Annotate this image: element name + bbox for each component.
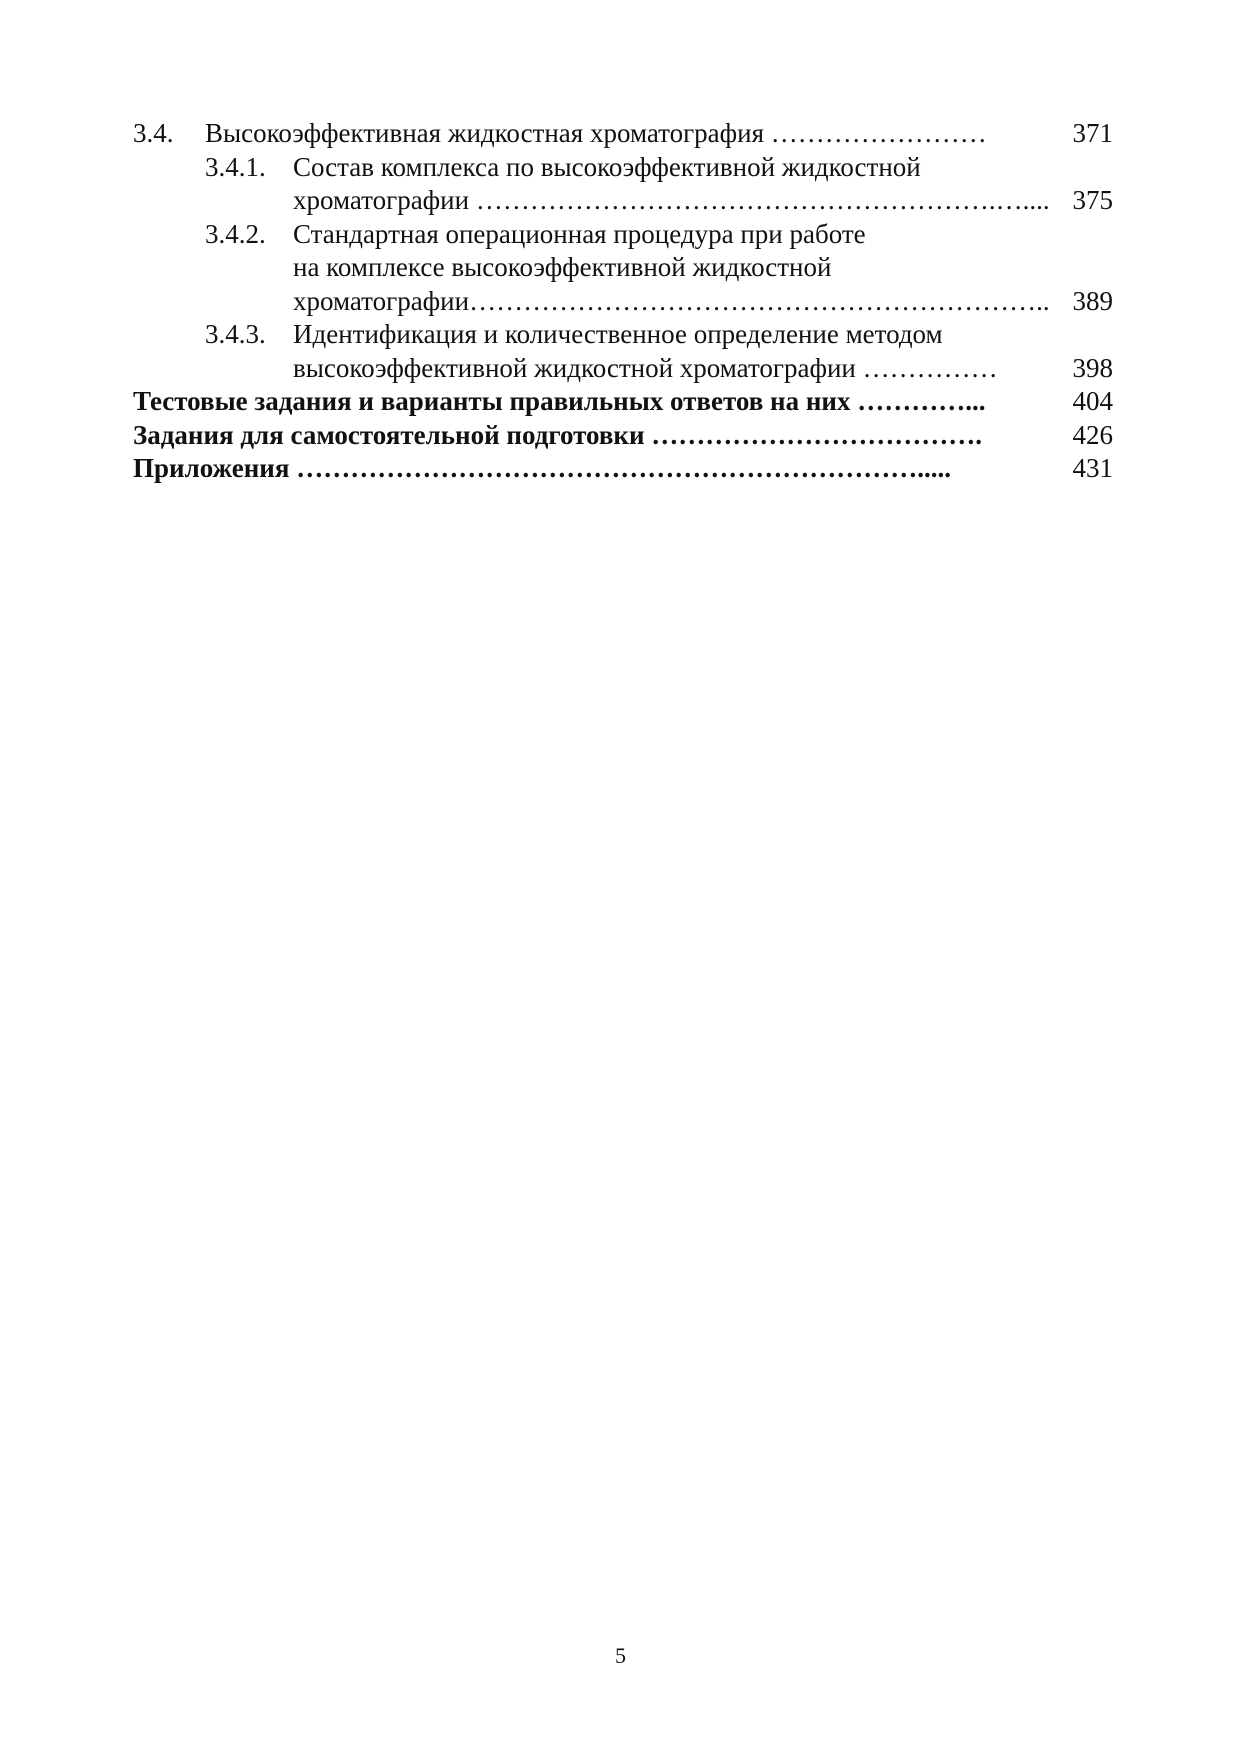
toc-entry-title: Состав комплекса по высокоэффективной жидкостной <box>293 151 921 182</box>
toc-entry-title: высокоэффективной жидкостной хроматографии …………… <box>293 352 998 383</box>
toc-line <box>133 117 1113 151</box>
toc-line <box>133 419 1113 453</box>
toc-entry-number: 3.4.2. <box>205 218 266 249</box>
toc-entry-title: на комплексе высокоэффективной жидкостной <box>293 252 832 282</box>
toc-entry-page: 404 <box>1072 386 1113 416</box>
toc-line <box>133 352 1113 386</box>
toc-entry-page: 431 <box>1072 453 1113 483</box>
toc-entry-page: 426 <box>1072 419 1113 450</box>
toc-entry-title: хроматографии……………………………………………………….. <box>293 285 1050 316</box>
toc-entry-title: Стандартная операционная процедура при работе <box>293 218 866 249</box>
toc-entry-title: Задания для самостоятельной подготовки ………………………………. <box>133 419 983 450</box>
toc-entry <box>133 117 1113 151</box>
toc-entry-title: Идентификация и количественное определение методом <box>293 319 943 349</box>
toc-entry-page: 398 <box>1072 352 1113 383</box>
toc-entry <box>133 452 1113 486</box>
toc-entry <box>133 419 1113 453</box>
table-of-contents <box>133 117 1113 486</box>
toc-line <box>133 184 1113 218</box>
toc-entry-title: Приложения ……………………………………………………………..... <box>133 453 951 483</box>
toc-line <box>133 151 1113 185</box>
toc-line <box>133 318 1113 352</box>
toc-entry-number: 3.4.1. <box>205 151 266 182</box>
toc-entry-page: 389 <box>1072 285 1113 316</box>
toc-line <box>133 285 1113 319</box>
toc-line <box>133 452 1113 486</box>
toc-entry <box>133 318 1113 385</box>
page-number: 5 <box>615 1643 626 1668</box>
toc-entry-page: 371 <box>1072 118 1113 148</box>
toc-entry-number: 3.4.3. <box>205 319 266 349</box>
toc-entry-title: хроматографии ………………………………………………….….... <box>293 185 1050 215</box>
toc-line <box>133 251 1113 285</box>
toc-line <box>133 385 1113 419</box>
toc-entry <box>133 385 1113 419</box>
toc-entry-title: Тестовые задания и варианты правильных ответов на них …………... <box>133 386 986 416</box>
toc-entry <box>133 218 1113 319</box>
toc-line <box>133 218 1113 252</box>
toc-entry-page: 375 <box>1072 185 1113 215</box>
toc-entry-title: Высокоэффективная жидкостная хроматография …………………… <box>205 118 987 148</box>
toc-entry-number: 3.4. <box>133 118 174 148</box>
toc-entry <box>133 151 1113 218</box>
